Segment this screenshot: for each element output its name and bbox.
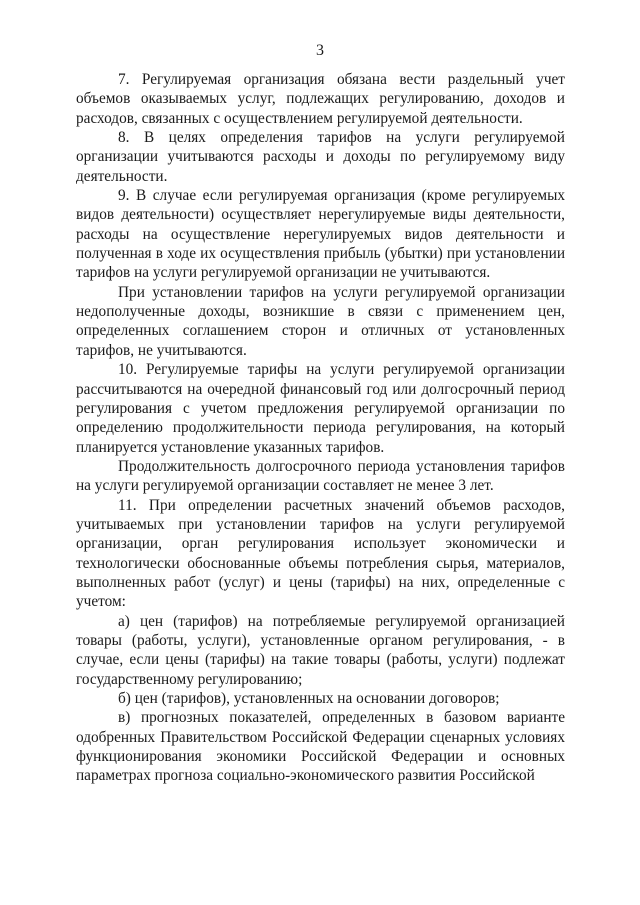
- paragraph-clause-8: 8. В целях определения тарифов на услуги регулируемой организации учитываются расходы и доходы по регулируемому виду деятельности.: [76, 129, 565, 185]
- paragraph-item-v: в) прогнозных показателей, определенных в базовом варианте одобренных Правительством Российской Федерации сценарных условиях функционирования экономики Российской Федерации и основных параметрах прогноза социально-экономического развития Российской: [76, 709, 565, 785]
- paragraph-clause-10: 10. Регулируемые тарифы на услуги регулируемой организации рассчитываются на очередной финансовый год или долгосрочный период регулирования с учетом предложения регулируемой организации по определению продолжительности периода регулирования, на который планируется установление указанных тарифов.: [76, 361, 565, 456]
- paragraph-clause-7: 7. Регулируемая организация обязана вести раздельный учет объемов оказываемых услуг, подлежащих регулированию, доходов и расходов, связанных с осуществлением регулируемой деятельности.: [76, 71, 565, 127]
- paragraph-clause-9: 9. В случае если регулируемая организация (кроме регулируемых видов деятельности) осуществляет нерегулируемые виды деятельности, расходы на осуществление нерегулируемых видов деятельности и полученная в ходе их осуществления прибыль (убытки) при установлении тарифов на услуги регулируемой организации не учитываются.: [76, 187, 565, 282]
- paragraph-clause-11: 11. При определении расчетных значений объемов расходов, учитываемых при установлении тарифов на услуги регулируемой организации, орган регулирования использует экономически и технологически обоснованные объемы потребления сырья, материалов, выполненных работ (услуг) и цены (тарифы) на них, определенные с учетом:: [76, 496, 565, 611]
- paragraph-item-a: а) цен (тарифов) на потребляемые регулируемой организацией товары (работы, услуги), установленные органом регулирования, - в случае, если цены (тарифы) на такие товары (работы, услуги) подлежат государственному регулированию;: [76, 612, 565, 688]
- page-number: 3: [316, 42, 324, 59]
- paragraph-long-term-period: Продолжительность долгосрочного периода установления тарифов на услуги регулируемой организации составляет не менее 3 лет.: [76, 457, 565, 495]
- paragraph-unreceived-income: При установлении тарифов на услуги регулируемой организации недополученные доходы, возникшие в связи с применением цен, определенных соглашением сторон и отличных от установленных тарифов, не учитываются.: [76, 283, 565, 359]
- document-body: [76, 70, 565, 786]
- paragraph-item-b: б) цен (тарифов), установленных на основании договоров;: [118, 690, 500, 707]
